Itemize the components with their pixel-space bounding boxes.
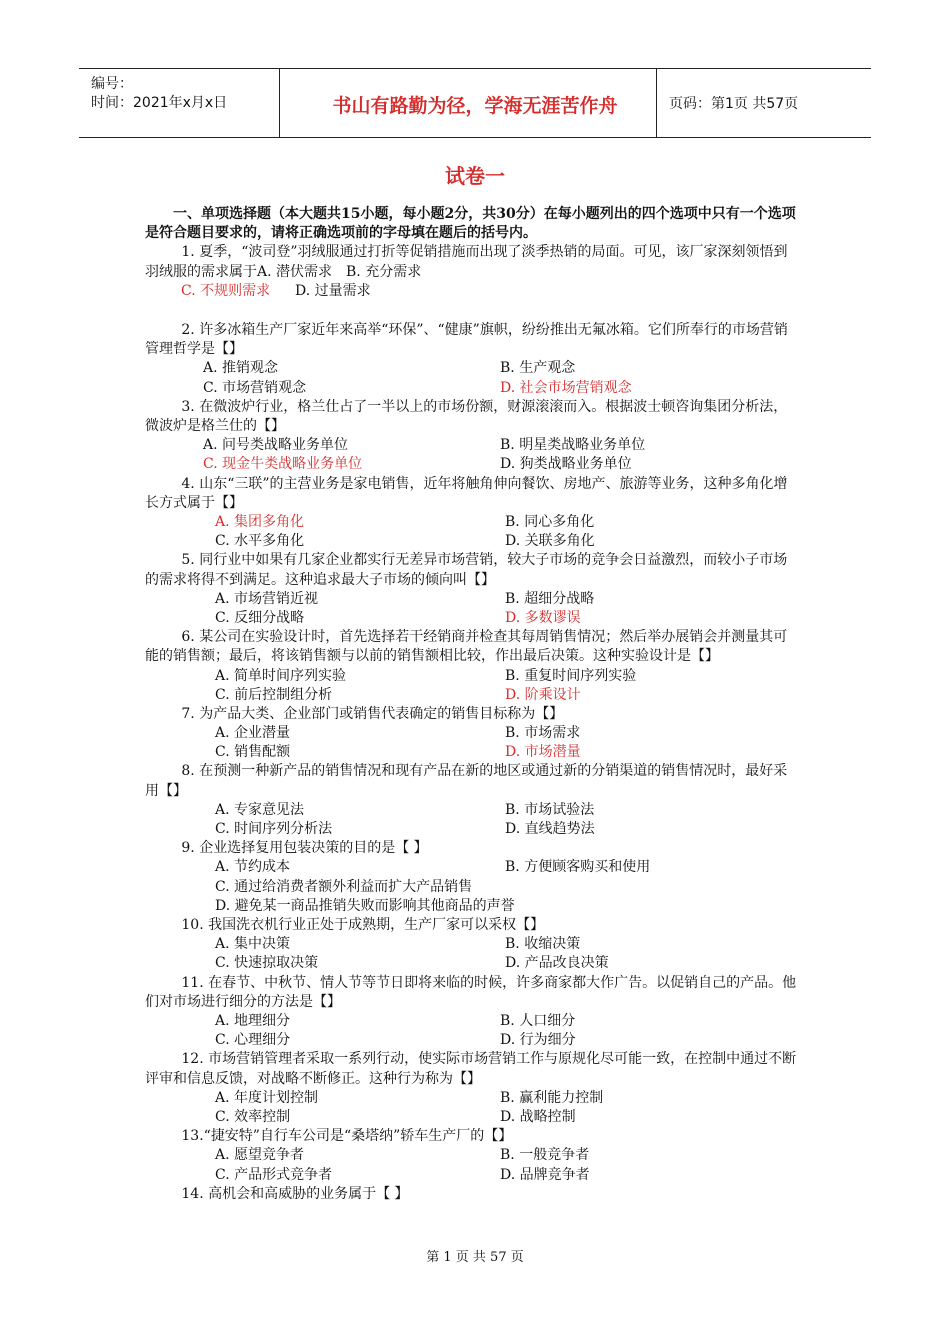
question-5-option-d: D. 多数谬误 <box>505 609 581 626</box>
question-12-option-c: C. 效率控制 <box>215 1108 291 1125</box>
question-6-option-b: B. 重复时间序列实验 <box>505 667 637 684</box>
question-3-option-c: C. 现金牛类战略业务单位 <box>203 456 363 473</box>
header-page-info: 页码：第1页 共57页 <box>669 96 799 112</box>
question-5-option-b: B. 超细分战略 <box>505 590 595 607</box>
question-10-options-row1 <box>145 935 800 954</box>
question-7-stem: 7. 为产品大类、企业部门或销售代表确定的销售目标称为【】 <box>181 705 564 722</box>
question-7-option-c: C. 销售配额 <box>215 744 291 761</box>
question-13-option-a: A. 愿望竞争者 <box>215 1147 305 1164</box>
doc-number-label: 编号： <box>91 76 133 92</box>
question-1-option-d: D. 过量需求 <box>295 282 371 299</box>
question-7-options-row2 <box>145 743 800 762</box>
question-4-stem: 4. 山东“三联”的主营业务是家电销售，近年将触角伸向餐饮、房地产、旅游等业务，这种多角化增长方式属于【】 <box>145 475 788 511</box>
question-13-stem: 13.“捷安特”自行车公司是“桑塔纳”轿车生产厂的【】 <box>181 1128 513 1145</box>
question-2-option-c: C. 市场营销观念 <box>203 379 307 396</box>
page-footer: 第 1 页 共 57 页 <box>426 1250 524 1265</box>
question-6-option-d: D. 阶乘设计 <box>505 686 581 703</box>
question-6-option-c: C. 前后控制组分析 <box>215 686 333 703</box>
question-12-option-b: B. 赢利能力控制 <box>500 1089 604 1106</box>
question-11-option-d: D. 行为细分 <box>500 1032 576 1049</box>
question-12-options-row1 <box>145 1089 800 1108</box>
question-1-option-c: C. 不规则需求 <box>181 282 271 299</box>
question-1-stem: 1. 夏季，“波司登”羽绒服通过打折等促销措施而出现了淡季热销的局面。可见，该厂家深刻领悟到羽绒服的需求属于A. 潜伏需求 B. 充分需求 <box>145 244 788 280</box>
question-3-options-row1 <box>145 436 800 455</box>
question-14-stem: 14. 高机会和高威胁的业务属于【 】 <box>181 1185 409 1202</box>
question-3-option-d: D. 狗类战略业务单位 <box>500 456 632 473</box>
question-8-option-c: C. 时间序列分析法 <box>215 821 333 838</box>
question-7-option-d: D. 市场潜量 <box>505 744 581 761</box>
question-2-option-a: A. 推销观念 <box>203 360 279 377</box>
question-10-option-c: C. 快速掠取决策 <box>215 955 319 972</box>
question-6-options-row2 <box>145 686 800 705</box>
question-8-option-b: B. 市场试验法 <box>505 801 595 818</box>
question-13-options-row2 <box>145 1166 800 1185</box>
header-motto: 书山有路勤为径，学海无涯苦作舟 <box>332 95 618 117</box>
question-6-option-a: A. 简单时间序列实验 <box>215 667 347 684</box>
question-10-option-a: A. 集中决策 <box>215 936 291 953</box>
question-9-option-d: D. 避免某一商品推销失败而影响其他商品的声誉 <box>215 897 515 914</box>
question-2-options-row1 <box>145 359 800 378</box>
question-5-stem: 5. 同行业中如果有几家企业都实行无差异市场营销，较大子市场的竞争会日益激烈，而较小子市场的需求将得不到满足。这种追求最大子市场的倾向叫【】 <box>145 552 788 588</box>
question-9-options-row3 <box>145 897 800 916</box>
page-header <box>79 68 871 138</box>
question-12-stem: 12. 市场营销管理者采取一系列行动，使实际市场营销工作与原规化尽可能一致，在控制中通过不断评审和信息反馈，对战略不断修正。这种行为称为【】 <box>145 1051 797 1087</box>
question-2-options-row2 <box>145 379 800 398</box>
question-9-options-row1 <box>145 858 800 877</box>
question-6-stem: 6. 某公司在实验设计时，首先选择若干经销商并检查其每周销售情况；然后举办展销会并测量其可能的销售额；最后，将该销售额与以前的销售额相比较，作出最后决策。这种实验设计是【】 <box>145 629 788 665</box>
question-3-stem: 3. 在微波炉行业，格兰仕占了一半以上的市场份额，财源滚滚而入。根据波士顿咨询集团分析法，微波炉是格兰仕的【】 <box>145 398 788 434</box>
question-3-options-row2 <box>145 455 800 474</box>
question-9-option-b: B. 方便顾客购买和使用 <box>505 859 651 876</box>
question-4-options-row1 <box>145 513 800 532</box>
question-3-option-b: B. 明星类战略业务单位 <box>500 437 646 454</box>
question-3-option-a: A. 问号类战略业务单位 <box>203 437 349 454</box>
section-heading: 一、单项选择题（本大题共15小题，每小题2分，共30分）在每小题列出的四个选项中只有一个选项是符合题目要求的，请将正确选项前的字母填在题后的括号内。 <box>145 206 796 242</box>
question-7-option-b: B. 市场需求 <box>505 725 581 742</box>
question-11-option-a: A. 地理细分 <box>215 1013 291 1030</box>
header-meta <box>91 75 227 113</box>
page-title: 试卷一 <box>445 164 505 188</box>
question-9-stem: 9. 企业选择复用包装决策的目的是【 】 <box>181 840 428 857</box>
question-11-options-row1 <box>145 1012 800 1031</box>
question-2-stem: 2. 许多冰箱生产厂家近年来高举“环保”、“健康”旗帜，纷纷推出无氟冰箱。它们所奉行的市场营销管理哲学是【】 <box>145 322 788 358</box>
question-9-option-c: C. 通过给消费者额外利益而扩大产品销售 <box>215 878 473 895</box>
question-12-option-a: A. 年度计划控制 <box>215 1089 319 1106</box>
question-7-option-a: A. 企业潜量 <box>215 725 291 742</box>
question-11-options-row2 <box>145 1031 800 1050</box>
question-2-option-d: D. 社会市场营销观念 <box>500 379 632 396</box>
question-7-options-row1 <box>145 724 800 743</box>
question-12-option-d: D. 战略控制 <box>500 1108 576 1125</box>
question-10-options-row2 <box>145 954 800 973</box>
question-4-option-a: A. 集团多角化 <box>215 513 305 530</box>
question-8-options-row2 <box>145 820 800 839</box>
question-4-option-d: D. 关联多角化 <box>505 533 595 550</box>
question-1-options <box>145 282 800 301</box>
question-11-option-b: B. 人口细分 <box>500 1013 576 1030</box>
question-13-option-b: B. 一般竞争者 <box>500 1147 590 1164</box>
question-8-options-row1 <box>145 801 800 820</box>
question-10-option-d: D. 产品改良决策 <box>505 955 609 972</box>
question-11-stem: 11. 在春节、中秋节、情人节等节日即将来临的时候，许多商家都大作广告。以促销自己的产品。他们对市场进行细分的方法是【】 <box>145 974 797 1010</box>
question-4-option-b: B. 同心多角化 <box>505 513 595 530</box>
question-4-options-row2 <box>145 532 800 551</box>
spacer <box>145 301 800 321</box>
question-10-stem: 10. 我国洗衣机行业正处于成熟期，生产厂家可以采权【】 <box>181 917 545 934</box>
question-5-option-a: A. 市场营销近视 <box>215 590 319 607</box>
question-10-option-b: B. 收缩决策 <box>505 936 581 953</box>
question-8-option-d: D. 直线趋势法 <box>505 821 595 838</box>
question-13-option-d: D. 品牌竞争者 <box>500 1166 590 1183</box>
exam-content <box>145 205 800 1204</box>
question-2-option-b: B. 生产观念 <box>500 360 576 377</box>
question-8-option-a: A. 专家意见法 <box>215 801 305 818</box>
question-13-option-c: C. 产品形式竞争者 <box>215 1166 333 1183</box>
question-9-option-a: A. 节约成本 <box>215 859 291 876</box>
question-12-options-row2 <box>145 1108 800 1127</box>
question-11-option-c: C. 心理细分 <box>215 1032 291 1049</box>
question-4-option-c: C. 水平多角化 <box>215 533 305 550</box>
question-13-options-row1 <box>145 1146 800 1165</box>
doc-time-label: 时间：2021年x月x日 <box>91 95 228 111</box>
question-8-stem: 8. 在预测一种新产品的销售情况和现有产品在新的地区或通过新的分销渠道的销售情况时，最好采用【】 <box>145 763 788 799</box>
question-6-options-row1 <box>145 667 800 686</box>
header-divider <box>279 69 280 137</box>
question-9-options-row2 <box>145 878 800 897</box>
question-5-options-row2 <box>145 609 800 628</box>
question-5-option-c: C. 反细分战略 <box>215 609 305 626</box>
question-5-options-row1 <box>145 590 800 609</box>
